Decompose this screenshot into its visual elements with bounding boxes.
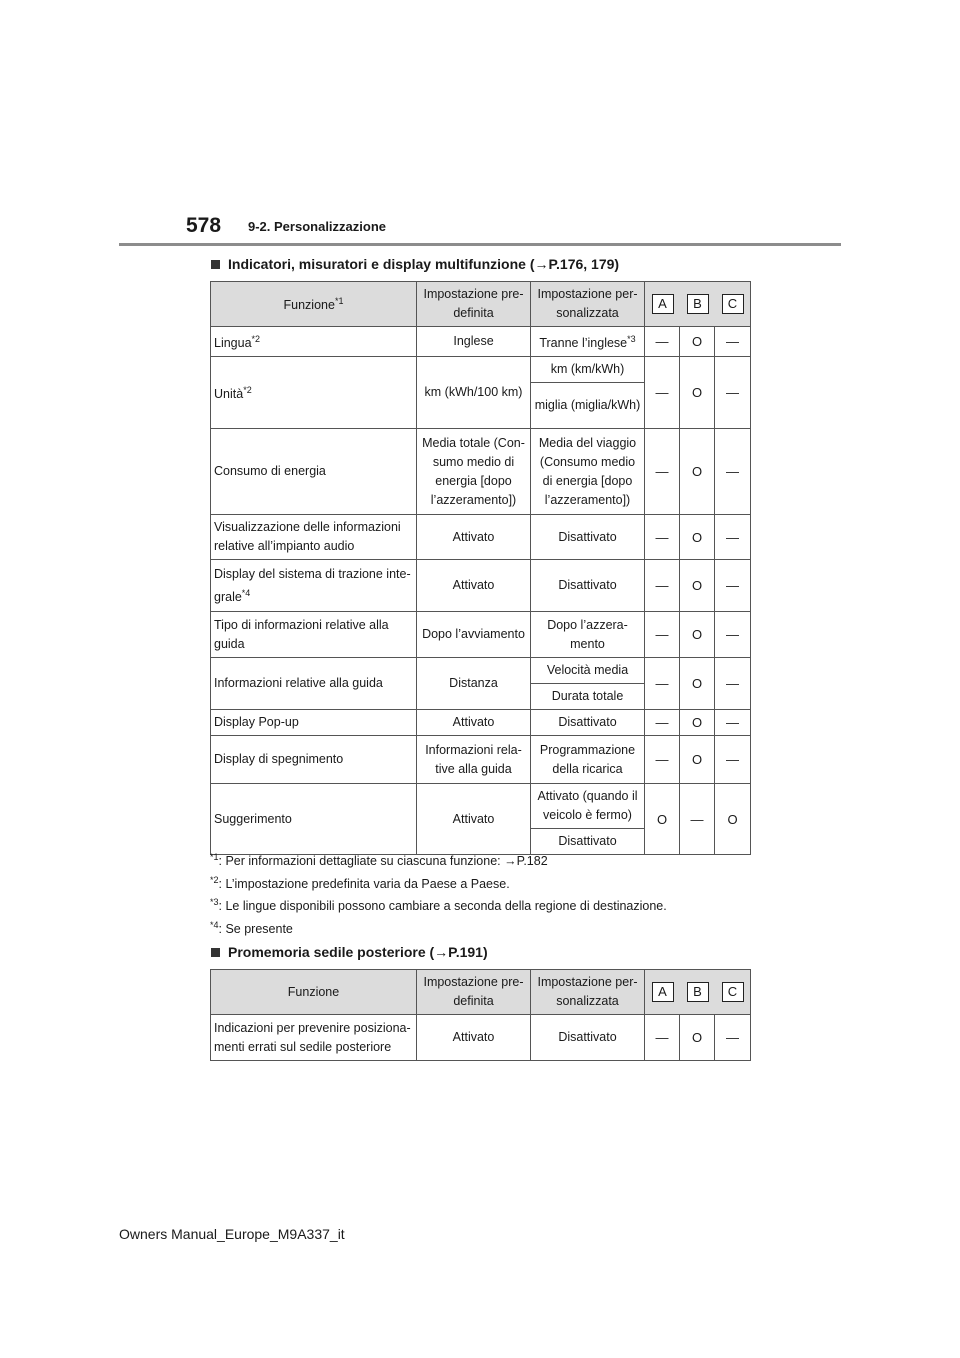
page-header	[0, 0, 960, 250]
table-row: Informazioni relative alla guida Distanza Velocità media — O —	[211, 658, 751, 684]
header-rule	[119, 243, 841, 246]
section1-heading	[211, 256, 619, 272]
table-subrow: Disattivato	[211, 829, 751, 855]
table-row: Suggerimento Attivato Attivato (quando il veicolo è fermo) O — O	[211, 784, 751, 829]
table-subrow: Durata totale	[211, 684, 751, 710]
table-row: Consumo di energia Media totale (Con-sumo medio di energia [dopo l’azzeramento]) Media del viaggio (Consumo medio di energia [dopo l’azzeramento]) — O —	[211, 429, 751, 515]
section2-heading	[211, 944, 488, 960]
footnote: $^{*2}$: L’impostazione predefinita varia da Paese a Paese.	[210, 874, 510, 891]
col-abc	[645, 970, 751, 1015]
col-default: Impostazione pre-definita	[417, 282, 531, 327]
settings-table-2	[210, 969, 751, 1061]
table-row: Display del sistema di trazione inte-grale$^{*4}$ Attivato Disattivato — O —	[211, 560, 751, 612]
section2-heading-text: Promemoria sedile posteriore (→P.191)	[228, 944, 488, 960]
settings-table-1	[210, 281, 751, 855]
footnote: $^{*4}$: Se presente	[210, 919, 293, 936]
col-custom: Impostazione per-sonalizzata	[531, 970, 645, 1015]
table-row: Indicazioni per prevenire posiziona-menti errati sul sedile posteriore Attivato Disattivato — O —	[211, 1015, 751, 1061]
square-bullet-icon	[211, 260, 220, 269]
col-abc	[645, 282, 751, 327]
table-row: Tipo di informazioni relative alla guida Dopo l’avviamento Dopo l’azzera-mento — O —	[211, 612, 751, 658]
table-row: Unità$^{*2}$ km (kWh/100 km) km (km/kWh) — O —	[211, 357, 751, 383]
col-custom: Impostazione per-sonalizzata	[531, 282, 645, 327]
section1-heading-text: Indicatori, misuratori e display multifunzione (→P.176, 179)	[228, 256, 620, 272]
col-default: Impostazione pre-definita	[417, 970, 531, 1015]
label-a: A	[652, 294, 674, 314]
label-b: B	[687, 982, 709, 1002]
table-row: Lingua$^{*2}$ Inglese Tranne l’inglese$^{*3}$ — O —	[211, 327, 751, 357]
section-title: 9-2. Personalizzazione	[248, 219, 386, 234]
square-bullet-icon	[211, 948, 220, 957]
label-a: A	[652, 982, 674, 1002]
footnote: $^{*3}$: Le lingue disponibili possono cambiare a seconda della regione di destinazione.	[210, 897, 667, 914]
label-c: C	[722, 294, 744, 314]
label-c: C	[722, 982, 744, 1002]
table-row: Visualizzazione delle informazioni relative all’impianto audio Attivato Disattivato — O —	[211, 515, 751, 560]
table-subrow: miglia (miglia/kWh)	[211, 383, 751, 429]
label-b: B	[687, 294, 709, 314]
col-function: Funzione$^{*1}$	[211, 282, 417, 327]
col-function: Funzione	[211, 970, 417, 1015]
table-row: Display di spegnimento Informazioni rela-tive alla guida Programmazione della ricarica — O —	[211, 736, 751, 784]
table-header-row	[211, 282, 751, 327]
footnote: $^{*1}$: Per informazioni dettagliate su ciascuna funzione: →P.182	[210, 852, 548, 869]
page-number: 578	[186, 214, 222, 237]
table-header-row	[211, 970, 751, 1015]
page-footer: Owners Manual_Europe_M9A337_it	[119, 1226, 345, 1242]
footnotes	[210, 846, 667, 936]
table-row: Display Pop-up Attivato Disattivato — O —	[211, 710, 751, 736]
